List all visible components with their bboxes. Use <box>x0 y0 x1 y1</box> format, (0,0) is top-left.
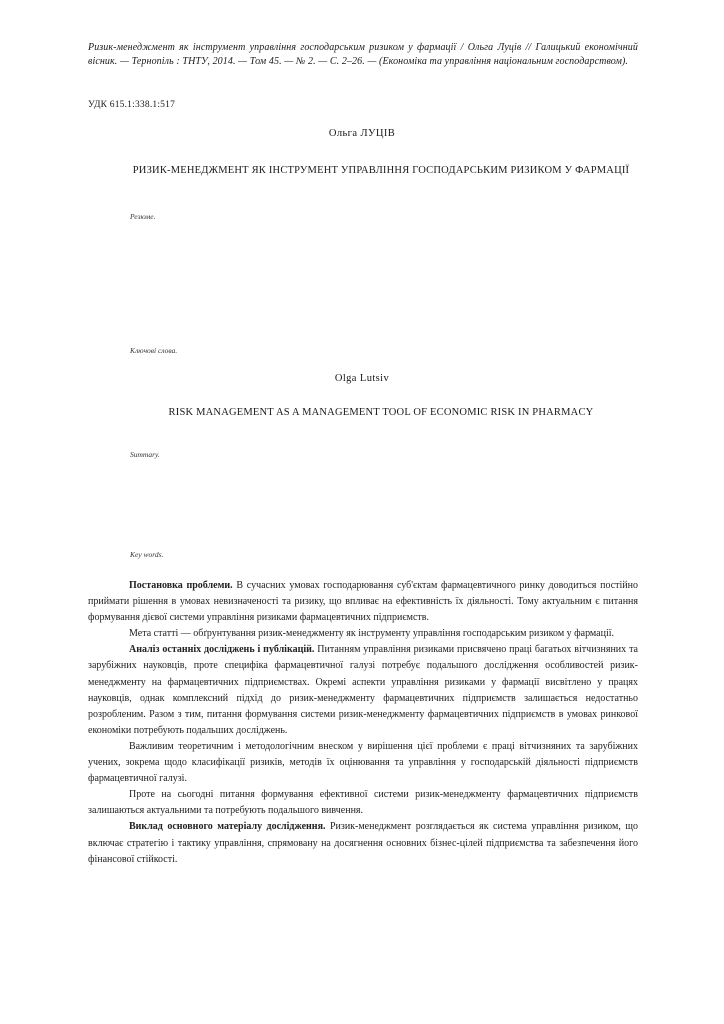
author-name-ukrainian: Ольга ЛУЦІВ <box>328 128 396 139</box>
paragraph-text: Проте на сьогодні питання формування ефективної системи ризик-менеджменту фармацевтичних підприємств залишаються актуальними та потребують подальшого вивчення. <box>88 789 638 817</box>
paper-title-ukrainian: РИЗИК-МЕНЕДЖМЕНТ ЯК ІНСТРУМЕНТ УПРАВЛІННЯ ГОСПОДАРСЬКИМ РИЗИКОМ У ФАРМАЦІЇ <box>132 165 630 176</box>
abstract-label-ukrainian: Резюме. <box>130 212 156 221</box>
abstract-label-english: Summary. <box>130 450 160 459</box>
paragraph-text: Ризик-менеджмент розглядається як система управління ризиком, що включає стратегію і тактику управління, спрямовану на досягнення основних бізнес-цілей підприємства та забезпечення його фінансової стійкості. <box>88 821 638 865</box>
paragraph-main-material <box>88 819 638 867</box>
paragraph-lead: Аналіз останніх досліджень і публікацій. <box>129 644 315 656</box>
paragraph-contribution <box>88 739 638 787</box>
paragraph-text: Питанням управління ризиками присвячено праці багатьох вітчизняних та зарубіжних науковців, проте специфіка фармацевтичної галузі потребує подальшого дослідження особливостей ризик-менеджменту на фармацевтичних підприємствах. Окремі аспекти управління ризиками у фармації висвітлено у працях науковців, однак комплексний підхід до ризик-менеджменту фармацевтичних підприємств залишається недостатньо розробленим. Разом з тим, питання формування системи ризик-менеджменту фармацевтичних підприємств в умовах ринкової економіки потребують подальших досліджень. <box>88 644 638 736</box>
paragraph-text: В сучасних умовах господарювання суб'єктам фармацевтичного ринку доводиться постійно приймати рішення в умовах невизначеності та ризику, що впливає на ефективність їх діяльності. Тому актуальним є питання формування дієвої системи управління ризиками фармацевтичних підприємств. <box>88 580 638 624</box>
paragraph-lead: Виклад основного матеріалу дослідження. <box>129 821 326 833</box>
paragraph-aim <box>88 626 638 642</box>
paragraph-lead: Мета статті <box>129 628 179 640</box>
paragraph-literature-review <box>88 642 638 739</box>
citation: Ризик-менеджмент як інструмент управління господарським ризиком у фармації / Ольга Луців // Галицький економічний вісник. — Тернопіль : ТНТУ, 2014. — Том 45. — № 2. — С. 2–26. — (Економіка та управління національним господарством). <box>88 42 638 67</box>
body-text <box>88 578 638 868</box>
author-name-english: Olga Lutsiv <box>334 373 390 384</box>
paragraph-problem-statement <box>88 578 638 626</box>
paragraph-unresolved <box>88 787 638 819</box>
paper-title-english: RISK MANAGEMENT AS A MANAGEMENT TOOL OF ECONOMIC RISK IN PHARMACY <box>168 407 594 418</box>
paragraph-text: Важливим теоретичним і методологічним внеском у вирішення цієї проблеми є праці вітчизняних та зарубіжних учених, зокрема щодо класифікації ризиків, методів їх оцінювання та управління у господарській діяльності підприємств фармацевтичної галузі. <box>88 740 638 785</box>
paragraph-lead: Постановка проблеми. <box>129 580 233 591</box>
keywords-label-english: Key words. <box>130 550 164 559</box>
udc-code: УДК 615.1:338.1:517 <box>88 100 176 110</box>
keywords-label-ukrainian: Ключові слова. <box>130 346 178 355</box>
paragraph-text: — обґрунтування ризик-менеджменту як інструменту управління господарським ризиком у фармації. <box>178 628 615 640</box>
